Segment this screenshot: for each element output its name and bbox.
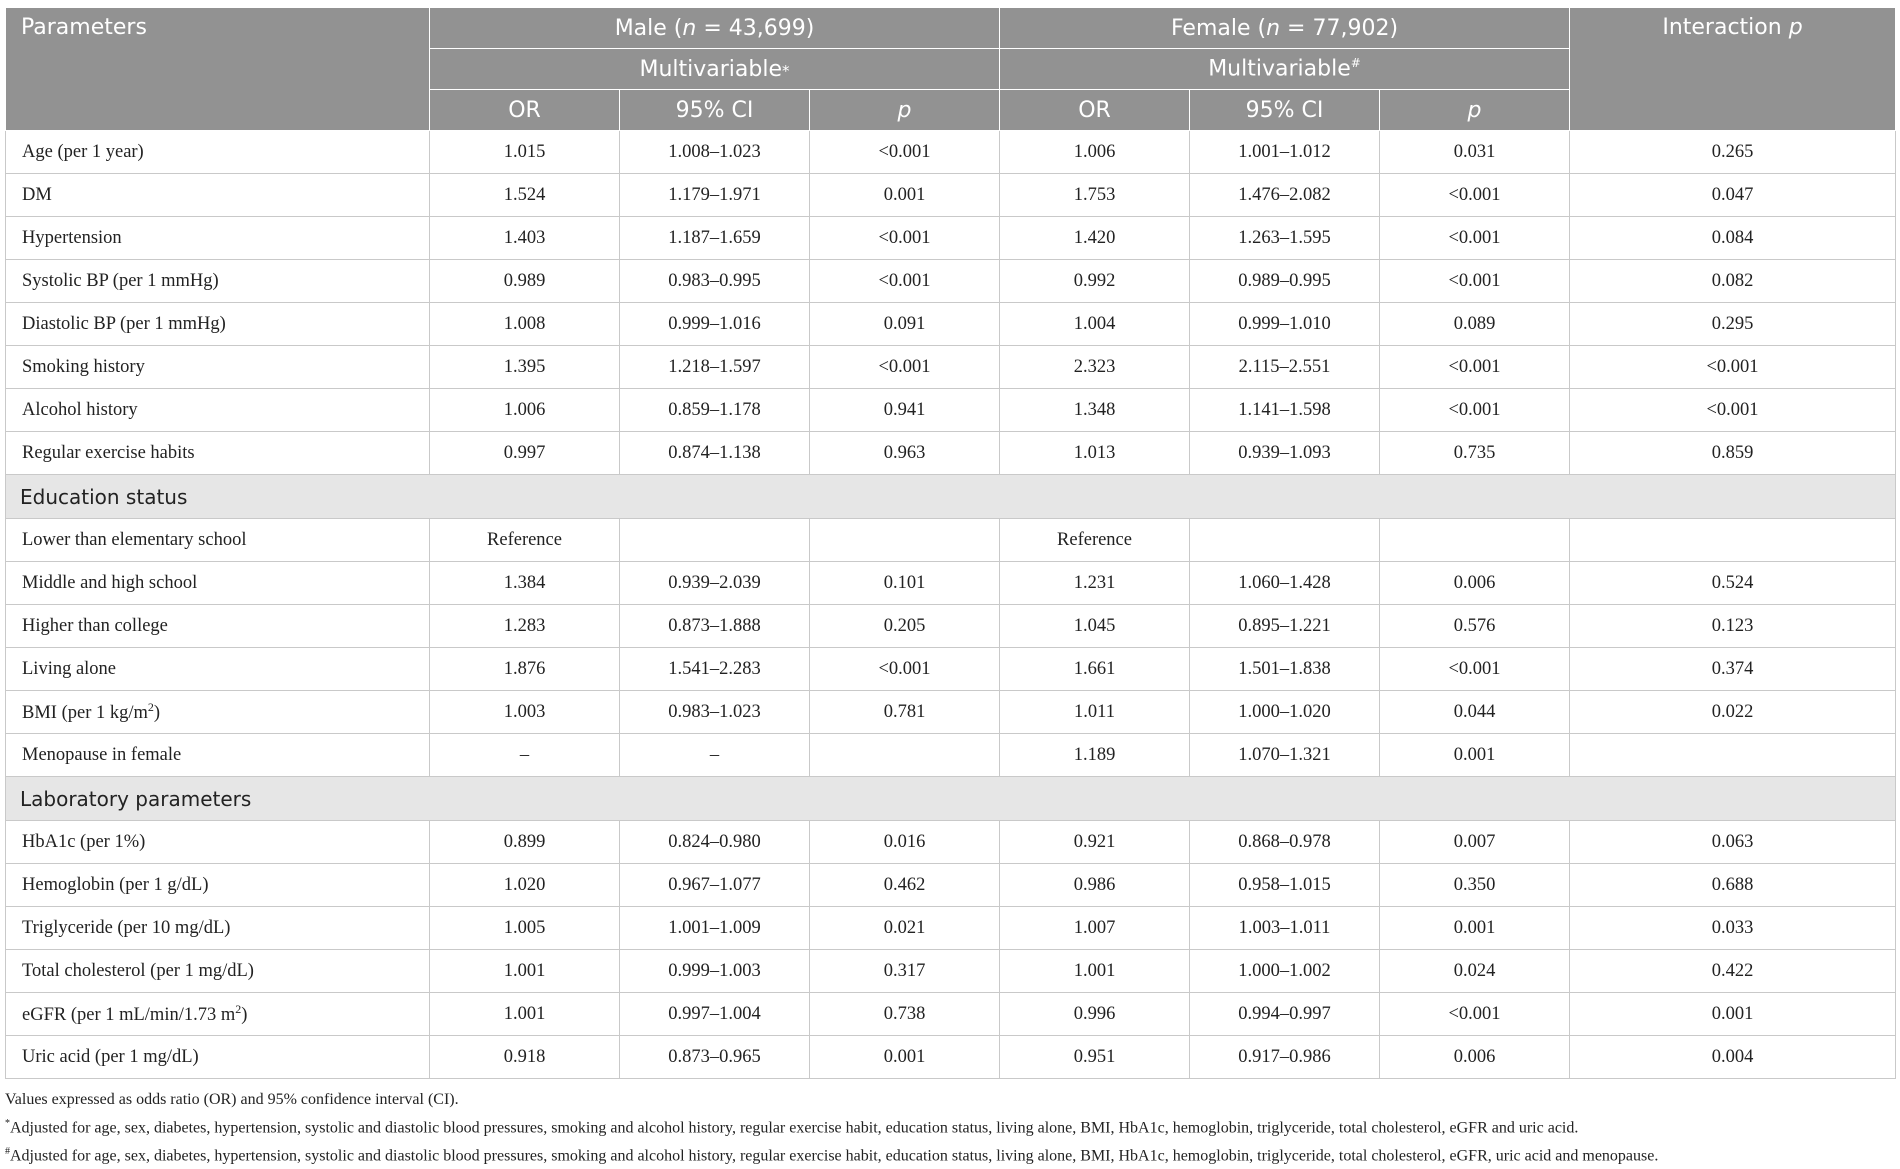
cell-m-or: 1.524 bbox=[430, 174, 620, 217]
table-row bbox=[6, 562, 1896, 605]
cell-int-p: 0.688 bbox=[1570, 864, 1896, 907]
row-label: Age (per 1 year) bbox=[6, 131, 430, 174]
table-row bbox=[6, 217, 1896, 260]
cell-m-or: 0.997 bbox=[430, 432, 620, 475]
cell-m-ci: 0.983–0.995 bbox=[620, 260, 810, 303]
cell-f-or: 1.420 bbox=[1000, 217, 1190, 260]
cell-f-or: 1.189 bbox=[1000, 734, 1190, 777]
cell-f-ci: 1.001–1.012 bbox=[1190, 131, 1380, 174]
cell-f-ci: 0.994–0.997 bbox=[1190, 993, 1380, 1036]
table-row bbox=[6, 1036, 1896, 1079]
footnote-values: Values expressed as odds ratio (OR) and 95% confidence interval (CI). bbox=[5, 1091, 459, 1108]
row-label: Total cholesterol (per 1 mg/dL) bbox=[6, 950, 430, 993]
cell-int-p: 0.422 bbox=[1570, 950, 1896, 993]
cell-f-or: 0.951 bbox=[1000, 1036, 1190, 1079]
cell-f-p: 0.350 bbox=[1380, 864, 1570, 907]
row-label: Smoking history bbox=[6, 346, 430, 389]
cell-f-ci: 0.868–0.978 bbox=[1190, 821, 1380, 864]
cell-m-ci: 0.999–1.003 bbox=[620, 950, 810, 993]
cell-m-p: 0.205 bbox=[810, 605, 1000, 648]
cell-f-p: 0.024 bbox=[1380, 950, 1570, 993]
cell-m-ci: 0.824–0.980 bbox=[620, 821, 810, 864]
cell-m-p: 0.021 bbox=[810, 907, 1000, 950]
row-label: Alcohol history bbox=[6, 389, 430, 432]
table-row bbox=[6, 432, 1896, 475]
cell-m-p: 0.462 bbox=[810, 864, 1000, 907]
cell-f-p bbox=[1380, 519, 1570, 562]
cell-int-p bbox=[1570, 519, 1896, 562]
header-female-p: p bbox=[1380, 90, 1570, 131]
table-row bbox=[6, 864, 1896, 907]
cell-f-ci: 0.999–1.010 bbox=[1190, 303, 1380, 346]
table-row bbox=[6, 131, 1896, 174]
cell-f-p: 0.001 bbox=[1380, 734, 1570, 777]
cell-f-p: 0.007 bbox=[1380, 821, 1570, 864]
cell-m-ci: 0.873–1.888 bbox=[620, 605, 810, 648]
cell-f-ci: 1.141–1.598 bbox=[1190, 389, 1380, 432]
row-label: Living alone bbox=[6, 648, 430, 691]
table-row bbox=[6, 734, 1896, 777]
section-laboratory-parameters: Laboratory parameters bbox=[6, 777, 1896, 821]
cell-f-ci: 1.000–1.020 bbox=[1190, 691, 1380, 734]
cell-m-ci: 0.983–1.023 bbox=[620, 691, 810, 734]
cell-f-p: 0.031 bbox=[1380, 131, 1570, 174]
header-female-model: Multivariable# bbox=[1000, 49, 1570, 90]
cell-m-p bbox=[810, 519, 1000, 562]
cell-m-or: 1.003 bbox=[430, 691, 620, 734]
cell-f-or: 1.348 bbox=[1000, 389, 1190, 432]
table-row bbox=[6, 605, 1896, 648]
table-section-laboratory bbox=[6, 777, 1896, 821]
cell-f-p: 0.006 bbox=[1380, 1036, 1570, 1079]
cell-int-p: 0.004 bbox=[1570, 1036, 1896, 1079]
cell-f-or: 0.992 bbox=[1000, 260, 1190, 303]
table-row bbox=[6, 346, 1896, 389]
row-label: eGFR (per 1 mL/min/1.73 $m^2$) bbox=[6, 993, 430, 1036]
cell-m-p: 0.001 bbox=[810, 1036, 1000, 1079]
cell-f-ci: 1.070–1.321 bbox=[1190, 734, 1380, 777]
cell-f-p: 0.089 bbox=[1380, 303, 1570, 346]
cell-m-or: 0.989 bbox=[430, 260, 620, 303]
cell-int-p: 0.524 bbox=[1570, 562, 1896, 605]
table-row bbox=[6, 821, 1896, 864]
cell-m-ci: 1.179–1.971 bbox=[620, 174, 810, 217]
cell-m-or: 1.403 bbox=[430, 217, 620, 260]
row-label: HbA1c (per 1%) bbox=[6, 821, 430, 864]
cell-m-ci: 0.874–1.138 bbox=[620, 432, 810, 475]
cell-m-ci bbox=[620, 519, 810, 562]
table-row bbox=[6, 648, 1896, 691]
row-label: Higher than college bbox=[6, 605, 430, 648]
cell-int-p bbox=[1570, 734, 1896, 777]
footnote-female-adjustment: #Adjusted for age, sex, diabetes, hypertension, systolic and diastolic blood pressures, smoking and alcohol history, regular exercise habit, education status, living alone, BMI, HbA1c, hemoglobin, triglyceride, total cholesterol, eGFR, uric acid and menopause. bbox=[5, 1146, 1659, 1165]
header-interaction-p: Interaction p bbox=[1570, 8, 1896, 131]
cell-m-p: 0.091 bbox=[810, 303, 1000, 346]
cell-f-p: <0.001 bbox=[1380, 346, 1570, 389]
cell-f-ci: 0.917–0.986 bbox=[1190, 1036, 1380, 1079]
cell-f-ci: 0.895–1.221 bbox=[1190, 605, 1380, 648]
header-parameters: Parameters bbox=[6, 8, 430, 131]
cell-m-p: <0.001 bbox=[810, 131, 1000, 174]
cell-f-ci: 1.003–1.011 bbox=[1190, 907, 1380, 950]
cell-f-or: 1.007 bbox=[1000, 907, 1190, 950]
table-row bbox=[6, 907, 1896, 950]
row-label: Lower than elementary school bbox=[6, 519, 430, 562]
row-label: Hypertension bbox=[6, 217, 430, 260]
cell-m-ci: 1.218–1.597 bbox=[620, 346, 810, 389]
table-container bbox=[5, 7, 1895, 1079]
cell-f-or: 1.006 bbox=[1000, 131, 1190, 174]
table-row bbox=[6, 260, 1896, 303]
cell-m-ci: – bbox=[620, 734, 810, 777]
cell-f-ci: 0.939–1.093 bbox=[1190, 432, 1380, 475]
table-body-clinical bbox=[6, 131, 1896, 475]
cell-int-p: 0.123 bbox=[1570, 605, 1896, 648]
table-row bbox=[6, 993, 1896, 1036]
cell-f-or: 1.661 bbox=[1000, 648, 1190, 691]
cell-m-or: 1.008 bbox=[430, 303, 620, 346]
cell-int-p: 0.022 bbox=[1570, 691, 1896, 734]
table-row bbox=[6, 303, 1896, 346]
cell-f-ci: 0.989–0.995 bbox=[1190, 260, 1380, 303]
cell-m-p bbox=[810, 734, 1000, 777]
cell-int-p: 0.374 bbox=[1570, 648, 1896, 691]
cell-f-p: <0.001 bbox=[1380, 174, 1570, 217]
row-label: Middle and high school bbox=[6, 562, 430, 605]
table-row bbox=[6, 174, 1896, 217]
cell-m-p: <0.001 bbox=[810, 260, 1000, 303]
cell-f-p: 0.576 bbox=[1380, 605, 1570, 648]
cell-m-p: 0.963 bbox=[810, 432, 1000, 475]
table-footnotes bbox=[5, 1088, 1895, 1169]
cell-f-p: <0.001 bbox=[1380, 648, 1570, 691]
cell-m-p: <0.001 bbox=[810, 346, 1000, 389]
cell-f-ci: 1.476–2.082 bbox=[1190, 174, 1380, 217]
row-label: BMI (per 1 $kg/m^2$) bbox=[6, 691, 430, 734]
cell-f-or: 1.045 bbox=[1000, 605, 1190, 648]
cell-m-or: 1.015 bbox=[430, 131, 620, 174]
cell-f-or: 0.921 bbox=[1000, 821, 1190, 864]
section-education-status: Education status bbox=[6, 475, 1896, 519]
table-body-laboratory bbox=[6, 821, 1896, 1079]
cell-m-ci: 0.939–2.039 bbox=[620, 562, 810, 605]
cell-f-ci: 0.958–1.015 bbox=[1190, 864, 1380, 907]
cell-m-ci: 0.859–1.178 bbox=[620, 389, 810, 432]
footnote-male-adjustment: *Adjusted for age, sex, diabetes, hypertension, systolic and diastolic blood pressures, smoking and alcohol history, regular exercise habit, education status, living alone, BMI, HbA1c, hemoglobin, triglyceride, total cholesterol, eGFR and uric acid. bbox=[5, 1118, 1579, 1137]
cell-m-ci: 1.008–1.023 bbox=[620, 131, 810, 174]
cell-f-or: 2.323 bbox=[1000, 346, 1190, 389]
cell-f-or: 1.231 bbox=[1000, 562, 1190, 605]
table-row bbox=[6, 519, 1896, 562]
cell-int-p: <0.001 bbox=[1570, 346, 1896, 389]
header-male-p: p bbox=[810, 90, 1000, 131]
header-male-ci: 95% CI bbox=[620, 90, 810, 131]
cell-m-p: 0.001 bbox=[810, 174, 1000, 217]
cell-f-p: 0.735 bbox=[1380, 432, 1570, 475]
cell-m-ci: 0.873–0.965 bbox=[620, 1036, 810, 1079]
cell-m-or: Reference bbox=[430, 519, 620, 562]
cell-f-ci: 2.115–2.551 bbox=[1190, 346, 1380, 389]
row-label: Uric acid (per 1 mg/dL) bbox=[6, 1036, 430, 1079]
table-body-education bbox=[6, 519, 1896, 777]
cell-int-p: 0.033 bbox=[1570, 907, 1896, 950]
header-female-ci: 95% CI bbox=[1190, 90, 1380, 131]
cell-m-p: 0.738 bbox=[810, 993, 1000, 1036]
cell-m-or: – bbox=[430, 734, 620, 777]
cell-int-p: 0.265 bbox=[1570, 131, 1896, 174]
table-section-education bbox=[6, 475, 1896, 519]
row-label: Diastolic BP (per 1 mmHg) bbox=[6, 303, 430, 346]
header-male-or: OR bbox=[430, 90, 620, 131]
cell-f-p: <0.001 bbox=[1380, 260, 1570, 303]
cell-int-p: 0.047 bbox=[1570, 174, 1896, 217]
cell-m-or: 1.005 bbox=[430, 907, 620, 950]
header-male: Male (n = 43,699) bbox=[430, 8, 1000, 49]
cell-m-or: 1.384 bbox=[430, 562, 620, 605]
cell-int-p: 0.859 bbox=[1570, 432, 1896, 475]
cell-f-p: <0.001 bbox=[1380, 217, 1570, 260]
cell-m-or: 1.001 bbox=[430, 993, 620, 1036]
cell-f-p: <0.001 bbox=[1380, 993, 1570, 1036]
header-male-model: Multivariable* bbox=[430, 49, 1000, 90]
cell-int-p: 0.001 bbox=[1570, 993, 1896, 1036]
cell-int-p: 0.063 bbox=[1570, 821, 1896, 864]
cell-m-ci: 1.001–1.009 bbox=[620, 907, 810, 950]
row-label: DM bbox=[6, 174, 430, 217]
cell-int-p: 0.084 bbox=[1570, 217, 1896, 260]
cell-m-ci: 1.541–2.283 bbox=[620, 648, 810, 691]
odds-ratio-table bbox=[5, 7, 1896, 1079]
cell-f-p: 0.006 bbox=[1380, 562, 1570, 605]
row-label: Triglyceride (per 10 mg/dL) bbox=[6, 907, 430, 950]
cell-int-p: 0.295 bbox=[1570, 303, 1896, 346]
cell-f-ci: 1.000–1.002 bbox=[1190, 950, 1380, 993]
cell-f-p: 0.044 bbox=[1380, 691, 1570, 734]
cell-m-p: 0.016 bbox=[810, 821, 1000, 864]
cell-m-ci: 0.997–1.004 bbox=[620, 993, 810, 1036]
cell-m-or: 1.001 bbox=[430, 950, 620, 993]
cell-f-ci bbox=[1190, 519, 1380, 562]
cell-f-or: 0.996 bbox=[1000, 993, 1190, 1036]
cell-f-ci: 1.263–1.595 bbox=[1190, 217, 1380, 260]
cell-f-or: 1.001 bbox=[1000, 950, 1190, 993]
cell-f-or: 1.753 bbox=[1000, 174, 1190, 217]
cell-m-p: 0.101 bbox=[810, 562, 1000, 605]
header-female: Female (n = 77,902) bbox=[1000, 8, 1570, 49]
cell-m-or: 1.395 bbox=[430, 346, 620, 389]
cell-m-or: 0.899 bbox=[430, 821, 620, 864]
row-label: Menopause in female bbox=[6, 734, 430, 777]
cell-m-or: 1.283 bbox=[430, 605, 620, 648]
row-label: Hemoglobin (per 1 g/dL) bbox=[6, 864, 430, 907]
cell-int-p: <0.001 bbox=[1570, 389, 1896, 432]
cell-f-ci: 1.060–1.428 bbox=[1190, 562, 1380, 605]
cell-f-p: <0.001 bbox=[1380, 389, 1570, 432]
cell-f-or: 1.011 bbox=[1000, 691, 1190, 734]
cell-f-or: 0.986 bbox=[1000, 864, 1190, 907]
table-row bbox=[6, 389, 1896, 432]
cell-m-p: <0.001 bbox=[810, 648, 1000, 691]
cell-m-ci: 0.967–1.077 bbox=[620, 864, 810, 907]
cell-f-or: Reference bbox=[1000, 519, 1190, 562]
row-label: Regular exercise habits bbox=[6, 432, 430, 475]
cell-m-p: 0.317 bbox=[810, 950, 1000, 993]
cell-m-or: 1.020 bbox=[430, 864, 620, 907]
cell-m-p: <0.001 bbox=[810, 217, 1000, 260]
cell-f-p: 0.001 bbox=[1380, 907, 1570, 950]
cell-m-or: 1.006 bbox=[430, 389, 620, 432]
cell-m-p: 0.941 bbox=[810, 389, 1000, 432]
cell-f-or: 1.013 bbox=[1000, 432, 1190, 475]
cell-m-p: 0.781 bbox=[810, 691, 1000, 734]
cell-f-or: 1.004 bbox=[1000, 303, 1190, 346]
table-row bbox=[6, 691, 1896, 734]
cell-m-ci: 1.187–1.659 bbox=[620, 217, 810, 260]
cell-int-p: 0.082 bbox=[1570, 260, 1896, 303]
table-row bbox=[6, 950, 1896, 993]
cell-m-or: 0.918 bbox=[430, 1036, 620, 1079]
cell-m-or: 1.876 bbox=[430, 648, 620, 691]
header-female-or: OR bbox=[1000, 90, 1190, 131]
cell-f-ci: 1.501–1.838 bbox=[1190, 648, 1380, 691]
row-label: Systolic BP (per 1 mmHg) bbox=[6, 260, 430, 303]
table-header bbox=[6, 8, 1896, 131]
cell-m-ci: 0.999–1.016 bbox=[620, 303, 810, 346]
